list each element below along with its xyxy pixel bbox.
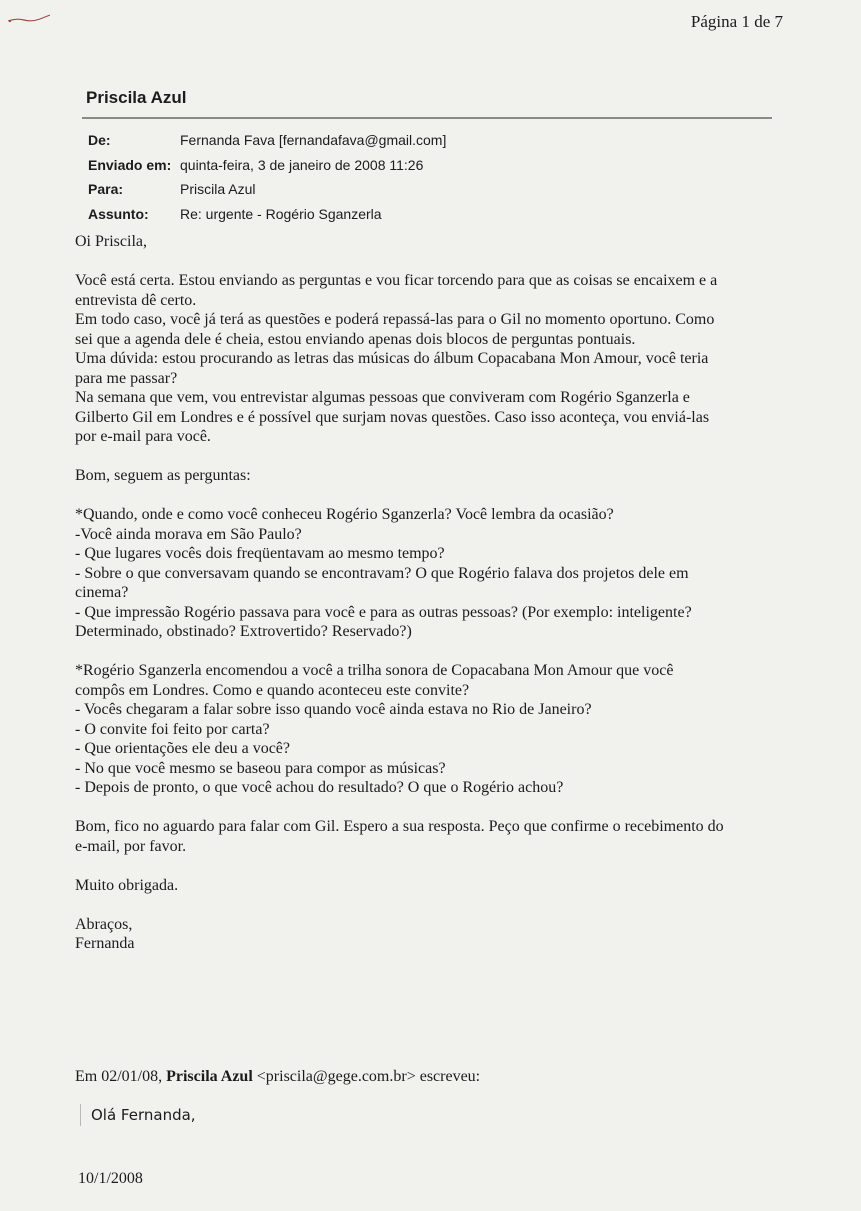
body-line: - Que impressão Rogério passava para você e para as outras pessoas? (Por exemplo: inteligente?: [75, 603, 692, 621]
header-value: Re: urgente - Rogério Sganzerla: [180, 205, 382, 222]
header-label: De:: [88, 132, 111, 148]
body-line: cinema?: [75, 584, 129, 601]
body-line: - Depois de pronto, o que você achou do resultado? O que o Rogério achou?: [75, 779, 564, 796]
body-paragraph: [75, 817, 787, 856]
body-paragraph: [75, 876, 787, 896]
header-divider: [82, 117, 772, 119]
body-line: por e-mail para você.: [75, 428, 211, 445]
body-paragraph: [75, 505, 787, 642]
body-line: *Rogério Sganzerla encomendou a você a trilha sonora de Copacabana Mon Amour que você: [75, 662, 674, 679]
body-line: Fernanda: [75, 935, 135, 952]
header-label: Enviado em:: [88, 156, 172, 173]
quoted-first-line: Olá Fernanda,: [91, 1106, 196, 1124]
email-headers: [88, 128, 446, 226]
header-subject: [88, 202, 446, 227]
body-line: compôs em Londres. Como e quando aconteceu este convite?: [75, 681, 470, 699]
body-line: e-mail, por favor.: [75, 837, 187, 855]
header-sent: [88, 153, 446, 178]
body-paragraph: [75, 466, 787, 486]
body-line: Uma dúvida: estou procurando as letras das músicas do álbum Copacabana Mon Amour, você teria: [75, 350, 709, 367]
header-value: quinta-feira, 3 de janeiro de 2008 11:26: [180, 156, 424, 173]
body-line: - Que lugares vocês dois freqüentavam ao mesmo tempo?: [75, 545, 445, 562]
body-line: Determinado, obstinado? Extrovertido? Reservado?): [75, 623, 412, 640]
quote-suffix: escreveu:: [419, 1068, 481, 1085]
page-number: Página 1 de 7: [690, 12, 783, 31]
message-body: [75, 232, 787, 973]
body-paragraph: [75, 915, 787, 954]
body-line: Oi Priscila,: [75, 233, 147, 250]
header-label: Para:: [88, 181, 124, 197]
body-line: - Que orientações ele deu a você?: [75, 740, 290, 757]
body-line: Abraços,: [75, 915, 133, 933]
body-paragraph: [75, 271, 787, 447]
body-line: entrevista dê certo.: [75, 291, 197, 309]
body-line: Gilberto Gil em Londres e é possível que surjam novas questões. Caso isso aconteça, vou enviá-las: [75, 408, 710, 426]
header-from: [88, 128, 446, 153]
body-line: *Quando, onde e como você conheceu Rogério Sganzerla? Você lembra da ocasião?: [75, 506, 614, 523]
body-line: Você está certa. Estou enviando as perguntas e vou ficar torcendo para que as coisas se encaixem e a: [75, 272, 718, 289]
quote-author: Priscila Azul: [166, 1068, 253, 1085]
body-line: para me passar?: [75, 369, 178, 387]
mailbox-owner: Priscila Azul: [86, 88, 187, 107]
quoted-message: [80, 1104, 196, 1126]
quote-email: <priscila@gege.com.br>: [256, 1068, 416, 1085]
quote-prefix: Em 02/01/08,: [75, 1068, 163, 1085]
body-line: - O convite foi feito por carta?: [75, 720, 270, 738]
body-line: - Vocês chegaram a falar sobre isso quando você ainda estava no Rio de Janeiro?: [75, 701, 592, 718]
body-line: sei que a agenda dele é cheia, estou enviando apenas dois blocos de perguntas pontuais.: [75, 330, 636, 348]
header-to: [88, 177, 446, 202]
header-label: Assunto:: [88, 205, 149, 222]
body-line: Na semana que vem, vou entrevistar algumas pessoas que conviveram com Rogério Sganzerla e: [75, 389, 690, 406]
body-line: Em todo caso, você já terá as questões e poderá repassá-las para o Gil no momento oportuno. Como: [75, 311, 715, 328]
header-value: Priscila Azul: [180, 181, 256, 197]
quote-header: [75, 1068, 480, 1086]
body-line: - No que você mesmo se baseou para compor as músicas?: [75, 759, 446, 777]
body-line: Muito obrigada.: [75, 876, 179, 894]
body-line: -Você ainda morava em São Paulo?: [75, 525, 302, 543]
body-line: Bom, seguem as perguntas:: [75, 467, 251, 484]
scan-mark: [6, 14, 52, 24]
body-paragraph: [75, 232, 787, 252]
body-paragraph: [75, 661, 787, 798]
body-line: Bom, fico no aguardo para falar com Gil. Espero a sua resposta. Peço que confirme o recebimento do: [75, 818, 724, 835]
footer-date: 10/1/2008: [78, 1170, 143, 1187]
header-value: Fernanda Fava [fernandafava@gmail.com]: [180, 132, 447, 148]
body-line: - Sobre o que conversavam quando se encontravam? O que Rogério falava dos projetos dele em: [75, 564, 689, 582]
